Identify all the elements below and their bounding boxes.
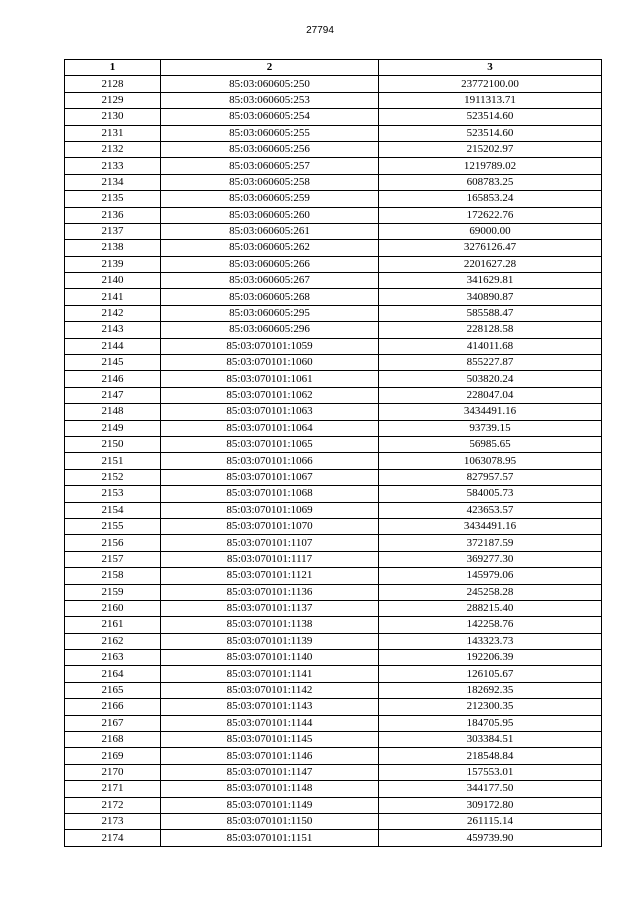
table-row (65, 666, 602, 682)
cadastral-number-cell: 85:03:070101:1140 (161, 650, 379, 666)
table-row (65, 797, 602, 813)
row-number-cell: 2163 (65, 650, 161, 666)
table-row (65, 568, 602, 584)
cadastral-number-cell: 85:03:060605:266 (161, 256, 379, 272)
cadastral-number-cell: 85:03:070101:1141 (161, 666, 379, 682)
value-cell: 215202.97 (379, 141, 602, 157)
value-cell: 523514.60 (379, 109, 602, 125)
table-row (65, 141, 602, 157)
row-number-cell: 2156 (65, 535, 161, 551)
table-row (65, 76, 602, 92)
row-number-cell: 2164 (65, 666, 161, 682)
row-number-cell: 2166 (65, 699, 161, 715)
table-row (65, 289, 602, 305)
table-row (65, 469, 602, 485)
value-cell: 372187.59 (379, 535, 602, 551)
row-number-cell: 2167 (65, 715, 161, 731)
column-header-2: 2 (161, 60, 379, 76)
table-row (65, 535, 602, 551)
table-row (65, 420, 602, 436)
table-row (65, 223, 602, 239)
cadastral-number-cell: 85:03:070101:1139 (161, 633, 379, 649)
row-number-cell: 2169 (65, 748, 161, 764)
value-cell: 303384.51 (379, 732, 602, 748)
row-number-cell: 2152 (65, 469, 161, 485)
row-number-cell: 2149 (65, 420, 161, 436)
row-number-cell: 2134 (65, 174, 161, 190)
row-number-cell: 2159 (65, 584, 161, 600)
row-number-cell: 2173 (65, 813, 161, 829)
table-row (65, 338, 602, 354)
cadastral-number-cell: 85:03:070101:1061 (161, 371, 379, 387)
row-number-cell: 2147 (65, 387, 161, 403)
cadastral-number-cell: 85:03:070101:1148 (161, 781, 379, 797)
row-number-cell: 2136 (65, 207, 161, 223)
value-cell: 261115.14 (379, 813, 602, 829)
cadastral-number-cell: 85:03:070101:1121 (161, 568, 379, 584)
row-number-cell: 2132 (65, 141, 161, 157)
value-cell: 228047.04 (379, 387, 602, 403)
table-row (65, 732, 602, 748)
cadastral-number-cell: 85:03:070101:1145 (161, 732, 379, 748)
value-cell: 340890.87 (379, 289, 602, 305)
value-cell: 145979.06 (379, 568, 602, 584)
value-cell: 23772100.00 (379, 76, 602, 92)
row-number-cell: 2140 (65, 273, 161, 289)
cadastral-number-cell: 85:03:060605:260 (161, 207, 379, 223)
value-cell: 1911313.71 (379, 92, 602, 108)
value-cell: 182692.35 (379, 682, 602, 698)
cadastral-number-cell: 85:03:070101:1144 (161, 715, 379, 731)
cadastral-number-cell: 85:03:070101:1149 (161, 797, 379, 813)
value-cell: 414011.68 (379, 338, 602, 354)
table-row (65, 781, 602, 797)
value-cell: 855227.87 (379, 355, 602, 371)
registry-table (64, 59, 602, 847)
row-number-cell: 2129 (65, 92, 161, 108)
table-row (65, 682, 602, 698)
cadastral-number-cell: 85:03:070101:1059 (161, 338, 379, 354)
cadastral-number-cell: 85:03:070101:1151 (161, 830, 379, 846)
table-row (65, 650, 602, 666)
cadastral-number-cell: 85:03:070101:1069 (161, 502, 379, 518)
cadastral-number-cell: 85:03:070101:1066 (161, 453, 379, 469)
row-number-cell: 2146 (65, 371, 161, 387)
cadastral-number-cell: 85:03:070101:1147 (161, 764, 379, 780)
cadastral-number-cell: 85:03:060605:261 (161, 223, 379, 239)
table-row (65, 633, 602, 649)
cadastral-number-cell: 85:03:070101:1136 (161, 584, 379, 600)
cadastral-number-cell: 85:03:070101:1137 (161, 600, 379, 616)
row-number-cell: 2153 (65, 486, 161, 502)
value-cell: 228128.58 (379, 322, 602, 338)
value-cell: 184705.95 (379, 715, 602, 731)
cadastral-number-cell: 85:03:060605:258 (161, 174, 379, 190)
value-cell: 1219789.02 (379, 158, 602, 174)
table-row (65, 404, 602, 420)
table-row (65, 322, 602, 338)
cadastral-number-cell: 85:03:060605:254 (161, 109, 379, 125)
table-row (65, 273, 602, 289)
value-cell: 172622.76 (379, 207, 602, 223)
table-row (65, 502, 602, 518)
value-cell: 827957.57 (379, 469, 602, 485)
value-cell: 142258.76 (379, 617, 602, 633)
table-row (65, 109, 602, 125)
table-row (65, 813, 602, 829)
value-cell: 585588.47 (379, 305, 602, 321)
value-cell: 459739.90 (379, 830, 602, 846)
cadastral-number-cell: 85:03:070101:1117 (161, 551, 379, 567)
value-cell: 3434491.16 (379, 518, 602, 534)
cadastral-number-cell: 85:03:070101:1064 (161, 420, 379, 436)
value-cell: 126105.67 (379, 666, 602, 682)
cadastral-number-cell: 85:03:060605:250 (161, 76, 379, 92)
table-row (65, 699, 602, 715)
table-row (65, 240, 602, 256)
value-cell: 503820.24 (379, 371, 602, 387)
value-cell: 157553.01 (379, 764, 602, 780)
column-header-3: 3 (379, 60, 602, 76)
table-row (65, 600, 602, 616)
value-cell: 344177.50 (379, 781, 602, 797)
cadastral-number-cell: 85:03:060605:257 (161, 158, 379, 174)
table-header-row (65, 60, 602, 76)
row-number-cell: 2141 (65, 289, 161, 305)
value-cell: 3276126.47 (379, 240, 602, 256)
cadastral-number-cell: 85:03:070101:1150 (161, 813, 379, 829)
table-row (65, 436, 602, 452)
value-cell: 69000.00 (379, 223, 602, 239)
cadastral-number-cell: 85:03:070101:1070 (161, 518, 379, 534)
table-row (65, 830, 602, 846)
cadastral-number-cell: 85:03:060605:262 (161, 240, 379, 256)
row-number-cell: 2155 (65, 518, 161, 534)
cadastral-number-cell: 85:03:070101:1060 (161, 355, 379, 371)
table-row (65, 174, 602, 190)
table-row (65, 256, 602, 272)
value-cell: 2201627.28 (379, 256, 602, 272)
table-row (65, 486, 602, 502)
row-number-cell: 2170 (65, 764, 161, 780)
row-number-cell: 2174 (65, 830, 161, 846)
value-cell: 608783.25 (379, 174, 602, 190)
value-cell: 341629.81 (379, 273, 602, 289)
row-number-cell: 2145 (65, 355, 161, 371)
cadastral-number-cell: 85:03:070101:1142 (161, 682, 379, 698)
row-number-cell: 2128 (65, 76, 161, 92)
cadastral-number-cell: 85:03:070101:1143 (161, 699, 379, 715)
value-cell: 212300.35 (379, 699, 602, 715)
table-row (65, 387, 602, 403)
row-number-cell: 2139 (65, 256, 161, 272)
cadastral-number-cell: 85:03:060605:255 (161, 125, 379, 141)
row-number-cell: 2150 (65, 436, 161, 452)
cadastral-number-cell: 85:03:060605:268 (161, 289, 379, 305)
value-cell: 369277.30 (379, 551, 602, 567)
cadastral-number-cell: 85:03:070101:1107 (161, 535, 379, 551)
table-row (65, 92, 602, 108)
row-number-cell: 2148 (65, 404, 161, 420)
table-row (65, 715, 602, 731)
table-row (65, 748, 602, 764)
page-number: 27794 (306, 25, 334, 36)
table-row (65, 453, 602, 469)
table-row (65, 125, 602, 141)
row-number-cell: 2154 (65, 502, 161, 518)
row-number-cell: 2157 (65, 551, 161, 567)
value-cell: 56985.65 (379, 436, 602, 452)
cadastral-number-cell: 85:03:070101:1067 (161, 469, 379, 485)
row-number-cell: 2172 (65, 797, 161, 813)
value-cell: 1063078.95 (379, 453, 602, 469)
cadastral-number-cell: 85:03:060605:253 (161, 92, 379, 108)
column-header-1: 1 (65, 60, 161, 76)
value-cell: 584005.73 (379, 486, 602, 502)
row-number-cell: 2138 (65, 240, 161, 256)
row-number-cell: 2158 (65, 568, 161, 584)
value-cell: 423653.57 (379, 502, 602, 518)
value-cell: 165853.24 (379, 191, 602, 207)
table-row (65, 584, 602, 600)
cadastral-number-cell: 85:03:060605:259 (161, 191, 379, 207)
table-row (65, 518, 602, 534)
table-row (65, 617, 602, 633)
row-number-cell: 2135 (65, 191, 161, 207)
table-row (65, 764, 602, 780)
row-number-cell: 2165 (65, 682, 161, 698)
row-number-cell: 2143 (65, 322, 161, 338)
table-row (65, 371, 602, 387)
row-number-cell: 2171 (65, 781, 161, 797)
cadastral-number-cell: 85:03:070101:1146 (161, 748, 379, 764)
table-row (65, 191, 602, 207)
value-cell: 523514.60 (379, 125, 602, 141)
value-cell: 192206.39 (379, 650, 602, 666)
cadastral-number-cell: 85:03:070101:1062 (161, 387, 379, 403)
cadastral-number-cell: 85:03:060605:267 (161, 273, 379, 289)
row-number-cell: 2133 (65, 158, 161, 174)
cadastral-number-cell: 85:03:060605:295 (161, 305, 379, 321)
cadastral-number-cell: 85:03:070101:1068 (161, 486, 379, 502)
row-number-cell: 2162 (65, 633, 161, 649)
table-row (65, 551, 602, 567)
value-cell: 93739.15 (379, 420, 602, 436)
value-cell: 3434491.16 (379, 404, 602, 420)
row-number-cell: 2130 (65, 109, 161, 125)
row-number-cell: 2144 (65, 338, 161, 354)
cadastral-number-cell: 85:03:060605:296 (161, 322, 379, 338)
table-row (65, 207, 602, 223)
row-number-cell: 2160 (65, 600, 161, 616)
table-row (65, 355, 602, 371)
value-cell: 218548.84 (379, 748, 602, 764)
cadastral-number-cell: 85:03:060605:256 (161, 141, 379, 157)
cadastral-number-cell: 85:03:070101:1063 (161, 404, 379, 420)
table-body (65, 76, 602, 846)
table-row (65, 158, 602, 174)
value-cell: 245258.28 (379, 584, 602, 600)
row-number-cell: 2142 (65, 305, 161, 321)
table-row (65, 305, 602, 321)
row-number-cell: 2151 (65, 453, 161, 469)
value-cell: 309172.80 (379, 797, 602, 813)
value-cell: 143323.73 (379, 633, 602, 649)
row-number-cell: 2137 (65, 223, 161, 239)
cadastral-number-cell: 85:03:070101:1138 (161, 617, 379, 633)
row-number-cell: 2161 (65, 617, 161, 633)
row-number-cell: 2168 (65, 732, 161, 748)
row-number-cell: 2131 (65, 125, 161, 141)
value-cell: 288215.40 (379, 600, 602, 616)
cadastral-number-cell: 85:03:070101:1065 (161, 436, 379, 452)
